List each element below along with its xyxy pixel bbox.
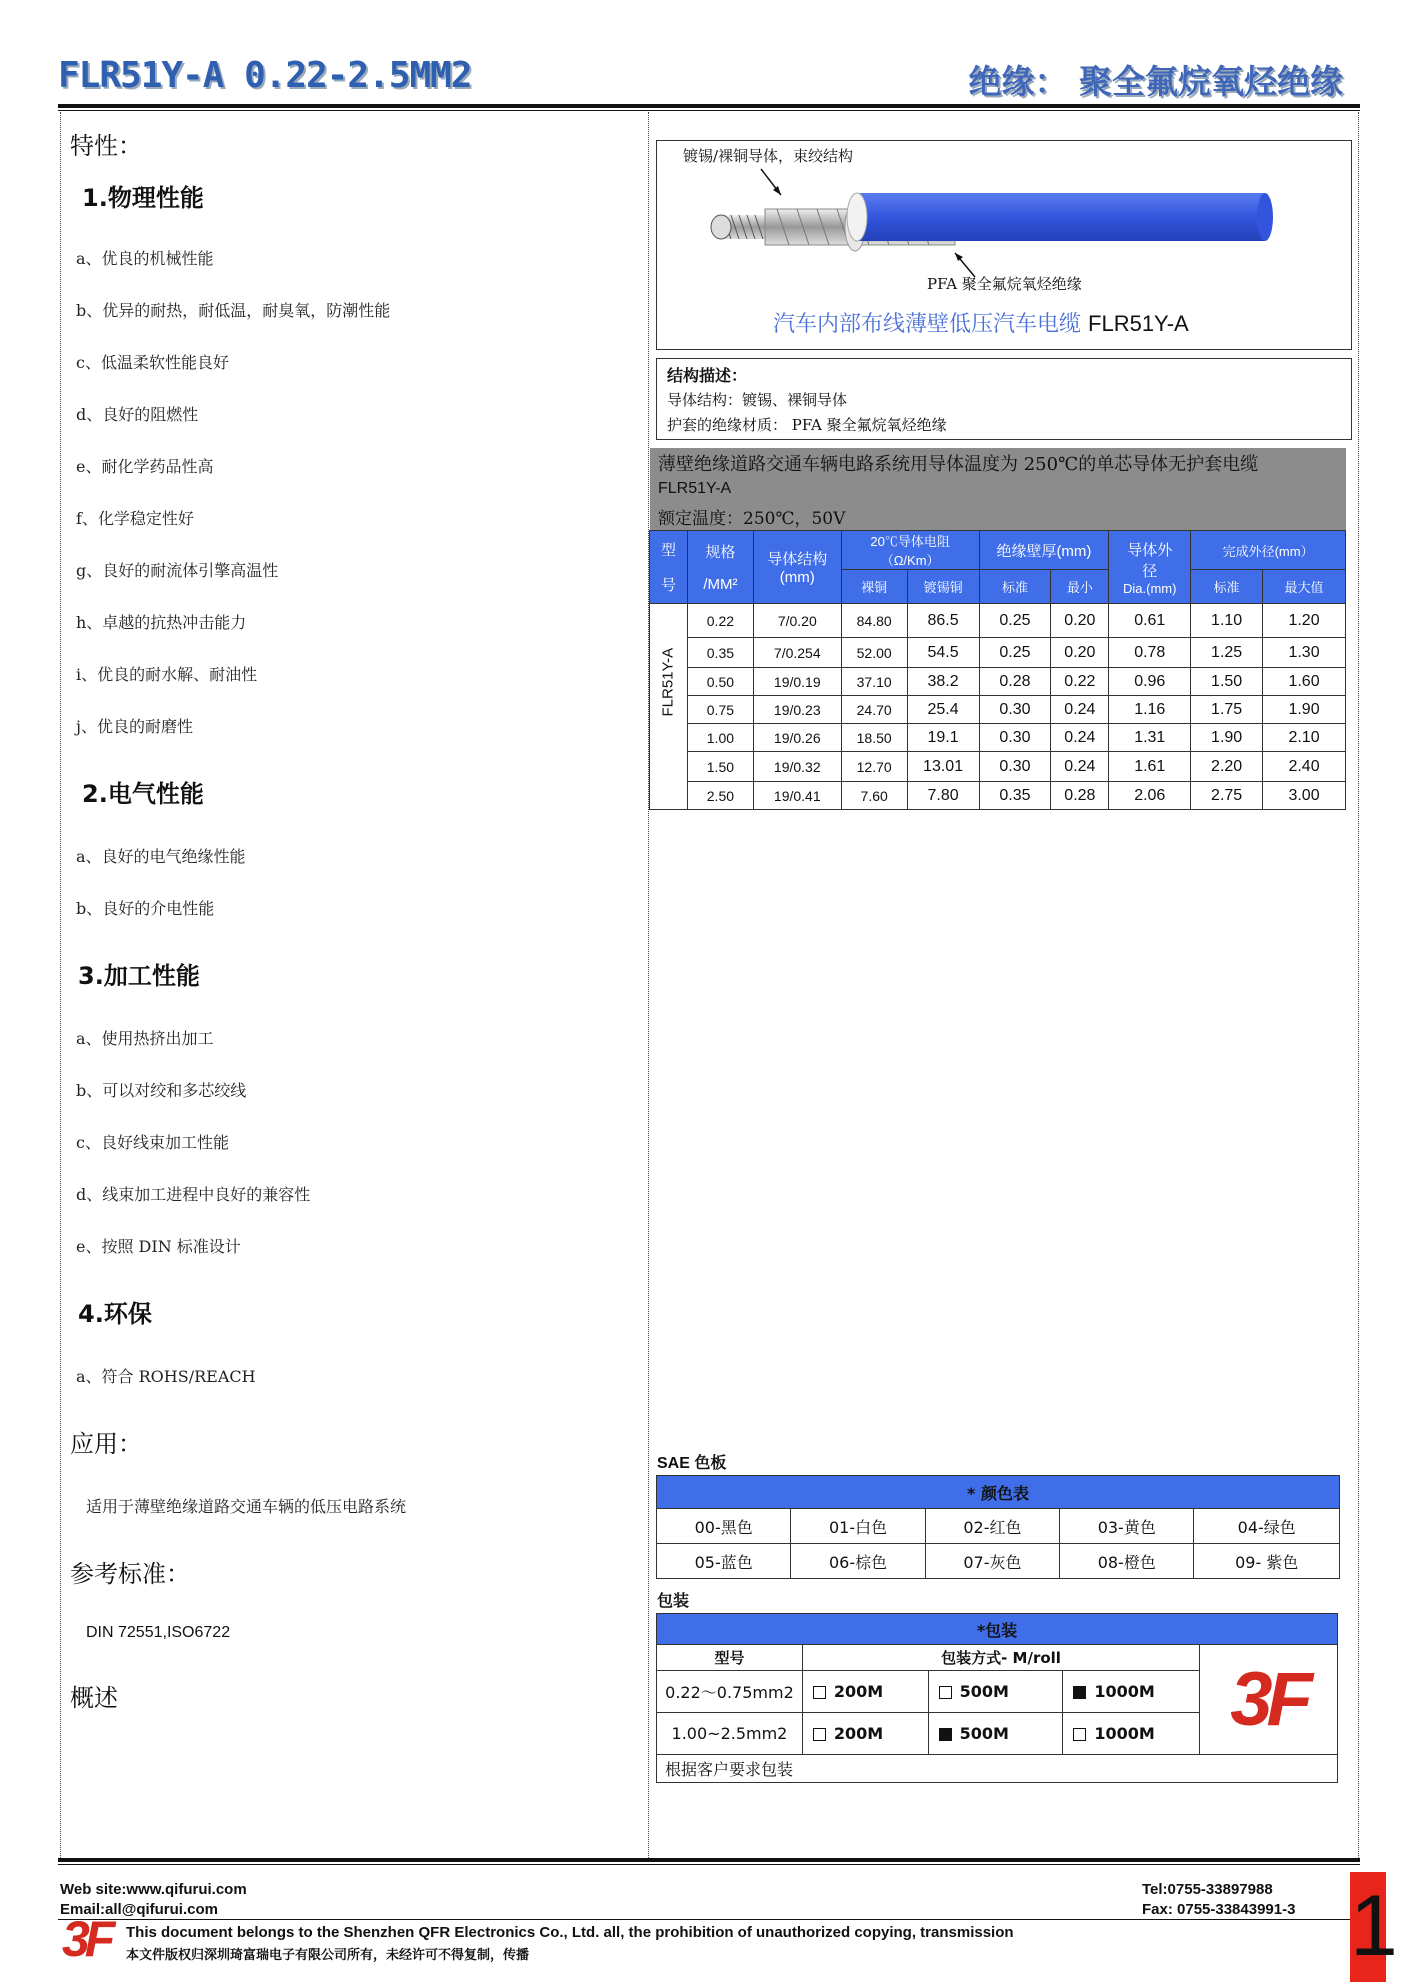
spec-cell: 0.20: [1051, 638, 1109, 668]
feature-item: e、耐化学药品性高: [76, 457, 214, 476]
checkbox-checked-icon[interactable]: [1073, 1686, 1086, 1699]
spec-cell: 54.5: [907, 638, 979, 668]
application-text: 适用于薄壁绝缘道路交通车辆的低压电路系统: [86, 1497, 407, 1516]
structure-conductor: 导体结构：镀锡、裸铜导体: [667, 391, 848, 409]
insulation-jacket: [855, 193, 1265, 241]
col-res-bare: 裸铜: [841, 570, 907, 604]
spec-cell: 0.24: [1051, 752, 1109, 782]
standard-title: 参考标准：: [70, 1560, 190, 1588]
spec-cell: 7.80: [907, 782, 979, 810]
feature-item: a、良好的电气绝缘性能: [76, 847, 246, 866]
model-cell: [650, 604, 688, 810]
section-title-physical: 1.物理性能: [82, 184, 204, 212]
structure-insulation: 护套的绝缘材质： PFA 聚全氟烷氧烃绝缘: [667, 416, 947, 434]
spec-cell: 1.90: [1263, 696, 1346, 724]
spec-row: [650, 668, 1346, 696]
spec-cell: 1.30: [1263, 638, 1346, 668]
color-cell: 04-绿色: [1194, 1509, 1340, 1544]
frame-middle: [648, 112, 649, 1858]
summary-title: 概述: [70, 1684, 118, 1712]
page-number-tab: [1350, 1872, 1398, 1982]
color-cell: 06-棕色: [791, 1544, 925, 1579]
spec-cell: 12.70: [841, 752, 907, 782]
spec-cell: 86.5: [907, 604, 979, 638]
footer-logo: 3F: [62, 1911, 111, 1967]
spec-cell: 0.28: [979, 668, 1051, 696]
spec-desc-line1: 薄壁绝缘道路交通车辆电路系统用导体温度为 250℃的单芯导体无护套电缆: [658, 454, 1259, 475]
feature-item: b、良好的介电性能: [76, 899, 215, 918]
spec-cell: 0.25: [979, 604, 1051, 638]
color-cell: 01-白色: [791, 1509, 925, 1544]
standard-text: DIN 72551,ISO6722: [86, 1624, 231, 1641]
spec-cell: 13.01: [907, 752, 979, 782]
spec-cell: 0.61: [1109, 604, 1191, 638]
feature-item: g、良好的耐流体引擎高温性: [76, 561, 279, 580]
header-rule: [58, 104, 1360, 108]
spec-cell: 19/0.41: [753, 782, 841, 810]
spec-row: [650, 604, 1346, 638]
color-section-title: SAE 色板: [657, 1455, 727, 1472]
footer-website[interactable]: Web site:www.qifurui.com: [60, 1881, 247, 1898]
packing-col-model: 型号: [657, 1645, 803, 1671]
pack-option[interactable]: 1000M: [1063, 1713, 1200, 1755]
col-res-tin: 镀锡铜: [907, 570, 979, 604]
color-cell: 09- 紫色: [1194, 1544, 1340, 1579]
header-rule-thin: [58, 110, 1360, 111]
feature-item: f、化学稳定性好: [76, 509, 194, 528]
feature-item: b、优异的耐热，耐低温，耐臭氧，防潮性能: [76, 301, 391, 320]
spec-row: [650, 638, 1346, 668]
structure-box: [656, 358, 1352, 440]
spec-cell: 2.40: [1263, 752, 1346, 782]
col-wall-std: 标准: [979, 570, 1051, 604]
spec-desc-line3: 额定温度：250℃，50V: [658, 509, 846, 529]
spec-cell: 0.50: [687, 668, 753, 696]
packing-col-method: 包装方式- M/roll: [802, 1645, 1199, 1671]
spec-cell: 0.30: [979, 724, 1051, 752]
color-cell: 07-灰色: [925, 1544, 1059, 1579]
footer-rule: [58, 1858, 1360, 1862]
spec-row: [650, 696, 1346, 724]
spec-cell: 2.50: [687, 782, 753, 810]
spec-cell: 1.50: [687, 752, 753, 782]
pack-option[interactable]: 200M: [802, 1713, 928, 1755]
spec-cell: 2.10: [1263, 724, 1346, 752]
footer-rule-thin: [58, 1864, 1360, 1865]
col-outer-diameter: 完成外径(mm）: [1191, 531, 1346, 570]
pack-option[interactable]: 500M: [928, 1671, 1063, 1713]
frame-left: [60, 112, 61, 1858]
packing-note: 根据客户要求包装: [657, 1755, 1338, 1783]
spec-description: [650, 448, 1346, 530]
spec-cell: 19/0.23: [753, 696, 841, 724]
pack-option[interactable]: 1000M: [1063, 1671, 1200, 1713]
spec-cell: 0.75: [687, 696, 753, 724]
color-cell: 03-黄色: [1060, 1509, 1194, 1544]
spec-cell: 2.06: [1109, 782, 1191, 810]
spec-cell: 0.35: [979, 782, 1051, 810]
spec-cell: 0.24: [1051, 696, 1109, 724]
spec-cell: 0.96: [1109, 668, 1191, 696]
spec-cell: 0.78: [1109, 638, 1191, 668]
spec-cell: 0.28: [1051, 782, 1109, 810]
spec-cell: 1.00: [687, 724, 753, 752]
packing-table-bar: *包装: [657, 1614, 1338, 1645]
insulation-title: 绝缘： 聚全氟烷氧烃绝缘: [968, 62, 1343, 101]
checkbox-icon[interactable]: [939, 1686, 952, 1699]
spec-cell: 52.00: [841, 638, 907, 668]
footer-fax: Fax: 0755-33843991-3: [1142, 1901, 1296, 1918]
spec-cell: 1.61: [1109, 752, 1191, 782]
spec-cell: 19/0.19: [753, 668, 841, 696]
frame-right: [1358, 112, 1359, 1858]
col-wall: 绝缘壁厚(mm): [979, 531, 1109, 570]
feature-item: d、线束加工进程中良好的兼容性: [76, 1185, 311, 1204]
feature-item: e、按照 DIN 标准设计: [76, 1237, 241, 1256]
spec-cell: 0.22: [1051, 668, 1109, 696]
features-title: 特性：: [70, 132, 142, 160]
feature-item: i、优良的耐水解、耐油性: [76, 665, 258, 684]
spec-cell: 1.60: [1263, 668, 1346, 696]
spec-cell: 7.60: [841, 782, 907, 810]
model-label: FLR51Y-A: [659, 647, 677, 717]
conductor-label: 镀锡/裸铜导体，束绞结构: [683, 147, 854, 165]
color-cell: 02-红色: [925, 1509, 1059, 1544]
spec-cell: 19/0.26: [753, 724, 841, 752]
spec-cell: 1.16: [1109, 696, 1191, 724]
footer-notice-cn: 本文件版权归深圳琦富瑞电子有限公司所有，未经许可不得复制，传播: [126, 1948, 530, 1963]
spec-cell: 0.30: [979, 752, 1051, 782]
color-cell: 00-黑色: [657, 1509, 791, 1544]
spec-table: [649, 530, 1346, 810]
spec-cell: 2.75: [1191, 782, 1263, 810]
spec-cell: 38.2: [907, 668, 979, 696]
color-cell: 05-蓝色: [657, 1544, 791, 1579]
spec-cell: 1.31: [1109, 724, 1191, 752]
footer-tel: Tel:0755-33897988: [1142, 1881, 1273, 1898]
spec-row: [650, 782, 1346, 810]
feature-item: a、优良的机械性能: [76, 249, 214, 268]
col-od-std: 标准: [1191, 570, 1263, 604]
spec-cell: 19.1: [907, 724, 979, 752]
spec-cell: 2.20: [1191, 752, 1263, 782]
feature-item: b、可以对绞和多芯绞线: [76, 1081, 247, 1100]
spec-cell: 25.4: [907, 696, 979, 724]
spec-cell: 0.20: [1051, 604, 1109, 638]
packing-model-1: 0.22～0.75mm2: [657, 1671, 803, 1713]
checkbox-icon[interactable]: [813, 1728, 826, 1741]
spec-cell: 18.50: [841, 724, 907, 752]
spec-cell: 0.24: [1051, 724, 1109, 752]
spec-cell: 1.20: [1263, 604, 1346, 638]
packing-section-title: 包装: [657, 1591, 690, 1610]
color-cell: 08-橙色: [1060, 1544, 1194, 1579]
spec-desc-line2: FLR51Y-A: [658, 480, 732, 497]
spec-cell: 7/0.254: [753, 638, 841, 668]
feature-item: c、低温柔软性能良好: [76, 353, 229, 372]
spec-row: [650, 752, 1346, 782]
col-diameter: 导体外 径 Dia.(mm): [1109, 531, 1191, 604]
color-table-bar: * 颜色表: [657, 1476, 1340, 1509]
packing-model-2: 1.00~2.5mm2: [657, 1713, 803, 1755]
col-size: 规格 /MM²: [687, 531, 753, 604]
checkbox-icon[interactable]: [813, 1686, 826, 1699]
footer-email[interactable]: Email:all@qifurui.com: [60, 1901, 218, 1918]
pack-option[interactable]: 200M: [802, 1671, 928, 1713]
feature-item: a、符合 ROHS/REACH: [76, 1367, 256, 1386]
insulation-label: PFA 聚全氟烷氧烃绝缘: [927, 275, 1082, 293]
spec-cell: 84.80: [841, 604, 907, 638]
company-logo: 3F: [1230, 1657, 1307, 1742]
spec-cell: 0.25: [979, 638, 1051, 668]
footer-notice-en: This document belongs to the Shenzhen QFR Electronics Co., Ltd. all, the prohibition of unauthorized copying, transmission: [126, 1924, 1014, 1941]
feature-item: h、卓越的抗热冲击能力: [76, 613, 247, 632]
structure-title: 结构描述：: [667, 366, 748, 385]
col-od-max: 最大值: [1263, 570, 1346, 604]
cable-caption: [773, 307, 1189, 338]
spec-cell: 0.30: [979, 696, 1051, 724]
feature-item: c、良好线束加工性能: [76, 1133, 229, 1152]
spec-cell: 1.25: [1191, 638, 1263, 668]
section-title-electrical: 2.电气性能: [82, 780, 204, 808]
feature-item: j、优良的耐磨性: [76, 717, 193, 736]
section-title-processing: 3.加工性能: [78, 962, 200, 990]
spec-cell: 37.10: [841, 668, 907, 696]
checkbox-checked-icon[interactable]: [939, 1728, 952, 1741]
col-resistance: 20℃导体电阻 （Ω/Km）: [841, 531, 979, 570]
document-title: FLR51Y-A 0.22-2.5MM2: [58, 55, 472, 96]
packing-table: [656, 1613, 1338, 1783]
spec-cell: 19/0.32: [753, 752, 841, 782]
spec-cell: 1.10: [1191, 604, 1263, 638]
cable-caption-model: FLR51Y-A: [1088, 311, 1189, 336]
spec-cell: 7/0.20: [753, 604, 841, 638]
spec-row: [650, 724, 1346, 752]
spec-cell: 24.70: [841, 696, 907, 724]
feature-item: a、使用热挤出加工: [76, 1029, 214, 1048]
spec-cell: 0.35: [687, 638, 753, 668]
pack-option[interactable]: 500M: [928, 1713, 1063, 1755]
col-conductor: 导体结构 (mm): [753, 531, 841, 604]
spec-cell: 1.75: [1191, 696, 1263, 724]
spec-cell: 1.50: [1191, 668, 1263, 696]
page-number: 1: [1350, 1878, 1398, 1974]
col-wall-min: 最小: [1051, 570, 1109, 604]
application-title: 应用：: [70, 1430, 142, 1458]
spec-cell: 3.00: [1263, 782, 1346, 810]
feature-item: d、良好的阻燃性: [76, 405, 199, 424]
checkbox-icon[interactable]: [1073, 1728, 1086, 1741]
color-table: [656, 1475, 1340, 1579]
footer-divider: [58, 1919, 1350, 1920]
cable-illustration-box: [656, 140, 1352, 350]
col-type: 型 号: [650, 531, 688, 604]
spec-cell: 1.90: [1191, 724, 1263, 752]
spec-cell: 0.22: [687, 604, 753, 638]
section-title-environment: 4.环保: [78, 1300, 152, 1328]
packing-logo-cell: [1200, 1645, 1338, 1755]
cable-caption-cn: 汽车内部布线薄壁低压汽车电缆: [773, 312, 1082, 337]
